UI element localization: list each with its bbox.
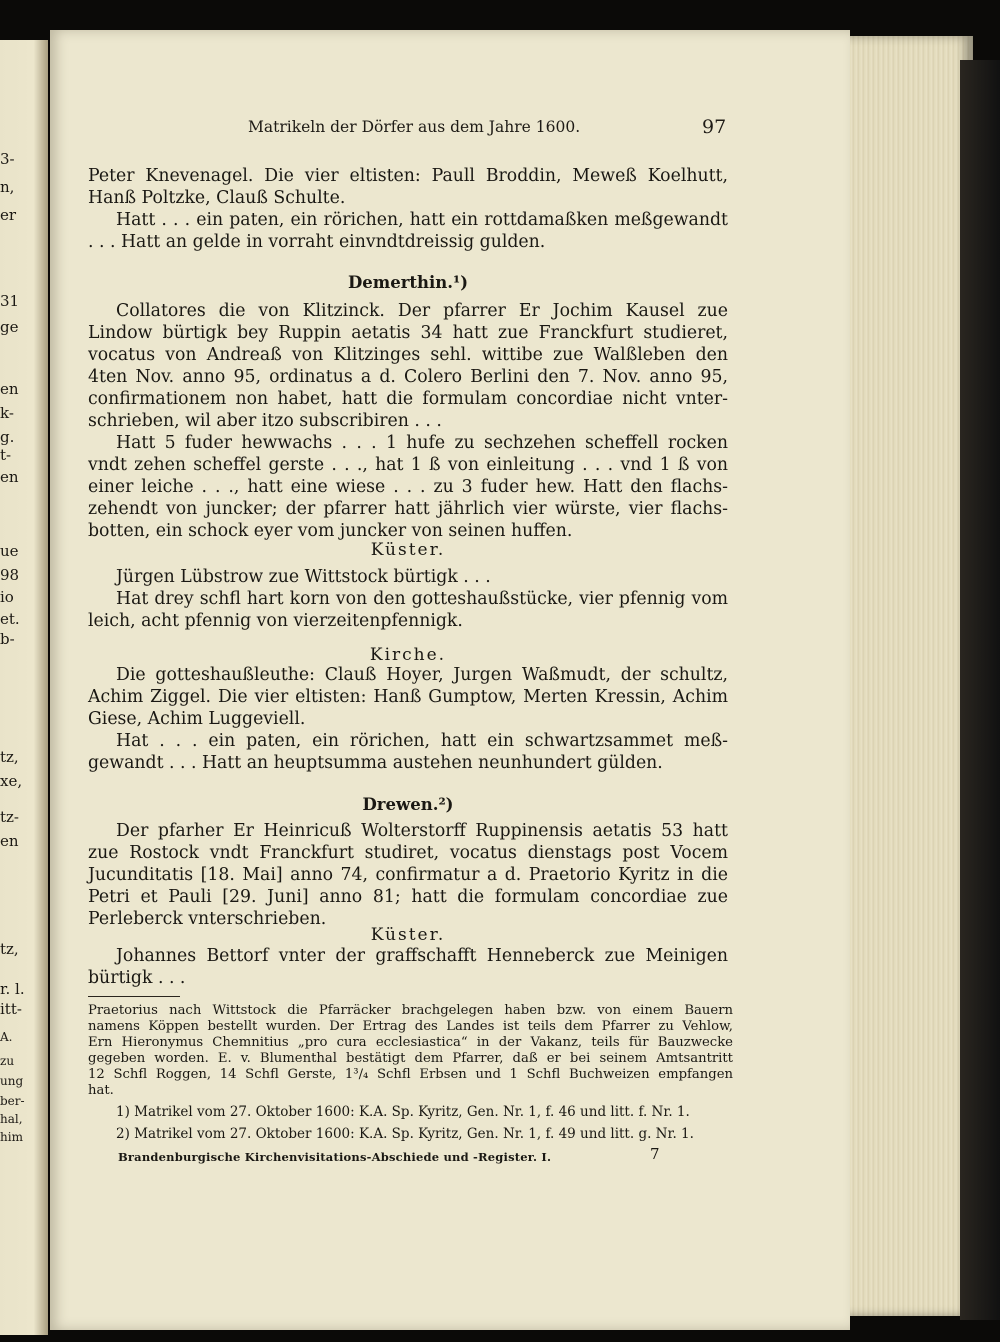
signature-number: 7 <box>650 1145 660 1163</box>
heading-kuester-1: Küster. <box>370 540 446 560</box>
left-margin-fragment: er <box>0 206 17 224</box>
heading-demerthin: Demerthin.¹) <box>347 273 469 292</box>
left-page-edge <box>0 40 48 1335</box>
text-line: botten, ein schock eyer vom juncker von seinen huffen. <box>88 521 573 541</box>
left-margin-fragment: A. <box>0 1030 13 1044</box>
left-margin-fragment: ue <box>0 542 19 560</box>
left-margin-fragment: tz, <box>0 748 19 766</box>
text-line: Ern Hieronymus Chemnitius „pro cura ecclesiastica“ in der Vakanz, teils für Bauzwecke <box>88 1035 733 1050</box>
paragraph-block-3 <box>88 566 728 632</box>
left-margin-fragment: 31 <box>0 292 20 310</box>
text-line: confirmationem non habet, hatt die formulam concordiae nicht vnter- <box>88 389 728 409</box>
text-line: zue Rostock vndt Franckfurt studiret, vocatus dienstags post Vocem <box>88 843 728 863</box>
text-line: Jürgen Lübstrow zue Wittstock bürtigk . . . <box>116 567 491 587</box>
text-line: zehendt von juncker; der pfarrer hatt jährlich vier würste, vier flachs- <box>88 499 728 519</box>
heading-drewen: Drewen.²) <box>362 795 454 814</box>
left-margin-fragment: io <box>0 588 14 606</box>
text-line: Jucunditatis [18. Mai] anno 74, confirmatur a d. Praetorio Kyritz in die <box>88 865 728 885</box>
page-edges <box>845 36 973 1316</box>
text-line: Der pfarher Er Heinricuß Wolterstorff Ruppinensis aetatis 53 hatt <box>116 821 728 841</box>
text-line: Hanß Poltzke, Clauß Schulte. <box>88 188 346 208</box>
text-line: 4ten Nov. anno 95, ordinatus a d. Colero Berlini den 7. Nov. anno 95, <box>88 367 728 387</box>
text-line: hat. <box>88 1083 114 1098</box>
book-cover-edge <box>960 60 1000 1320</box>
left-margin-fragment: tz- <box>0 808 19 826</box>
left-margin-fragment: xe, <box>0 772 23 790</box>
left-margin-fragment: g. <box>0 428 15 446</box>
text-line: einer leiche . . ., hatt eine wiese . . . zu 3 fuder hew. Hatt den flachs- <box>88 477 728 497</box>
left-margin-fragment: zu <box>0 1054 15 1068</box>
text-line: Hatt . . . ein paten, ein rörichen, hatt ein rottdamaßken meßgewandt <box>116 210 728 230</box>
text-line: vocatus von Andreaß von Klitzinges sehl. wittibe zue Walßleben den <box>88 345 728 365</box>
text-line: Johannes Bettorf vnter der graffschafft Henneberck zue Meinigen <box>116 946 728 966</box>
left-margin-fragment: him <box>0 1130 23 1144</box>
text-line: Die gotteshaußleuthe: Clauß Hoyer, Jurgen Waßmudt, der schultz, <box>116 665 728 685</box>
left-margin-fragment: en <box>0 468 19 486</box>
left-margin-fragment: ber- <box>0 1094 25 1108</box>
signature-line: Brandenburgische Kirchenvisitations-Abschiede und -Register. I. <box>118 1150 552 1164</box>
left-margin-fragment: b- <box>0 630 15 648</box>
left-margin-fragment: r. l. <box>0 980 25 998</box>
text-line: gegeben worden. E. v. Blumenthal bestätigt dem Pfarrer, daß er bei seinem Amtsantritt <box>88 1051 733 1066</box>
text-line: schrieben, wil aber itzo subscribiren . . . <box>88 411 442 431</box>
paragraph-block-5 <box>88 820 728 930</box>
text-line: Hatt 5 fuder hewwachs . . . 1 hufe zu sechzehen scheffell rocken <box>116 433 728 453</box>
left-margin-fragment: ge <box>0 318 19 336</box>
left-margin-fragment: tz, <box>0 940 19 958</box>
text-line: Collatores die von Klitzinck. Der pfarrer Er Jochim Kausel zue <box>116 301 728 321</box>
left-margin-fragment: ung <box>0 1074 24 1088</box>
text-line: Perleberck vnterschrieben. <box>88 909 327 929</box>
left-margin-fragment: 3- <box>0 150 15 168</box>
text-line: Praetorius nach Wittstock die Pfarräcker brachgelegen haben bzw. von einem Bauern <box>88 1003 733 1018</box>
page-number: 97 <box>702 116 727 138</box>
left-margin-fragment: itt- <box>0 1000 22 1018</box>
text-line: leich, acht pfennig von vierzeitenpfennigk. <box>88 611 463 631</box>
footnote-2: 2) Matrikel vom 27. Oktober 1600: K.A. Sp. Kyritz, Gen. Nr. 1, f. 49 und litt. g. Nr. 1. <box>116 1126 694 1142</box>
paragraph-block-1 <box>88 165 728 253</box>
text-line: namens Köppen bestellt wurden. Der Ertrag des Landes ist teils dem Pfarrer zu Vehlow, <box>88 1019 733 1034</box>
running-head: Matrikeln der Dörfer aus dem Jahre 1600. <box>248 118 581 136</box>
left-margin-fragment: en <box>0 832 19 850</box>
left-margin-fragment: 98 <box>0 566 20 584</box>
text-line: Hat . . . ein paten, ein rörichen, hatt ein schwartzsammet meß- <box>116 731 728 751</box>
left-margin-fragment: t- <box>0 446 12 464</box>
text-line: Lindow bürtigk bey Ruppin aetatis 34 hatt zue Franckfurt studieret, <box>88 323 728 343</box>
text-line: Peter Knevenagel. Die vier eltisten: Paull Broddin, Meweß Koelhutt, <box>88 166 728 186</box>
footnote-continuation <box>88 1003 733 1099</box>
text-line: Giese, Achim Luggeviell. <box>88 709 306 729</box>
text-line: . . . Hatt an gelde in vorraht einvndtdreissig gulden. <box>88 232 546 252</box>
left-margin-fragment: n, <box>0 178 15 196</box>
left-margin-fragment: hal, <box>0 1112 23 1126</box>
text-line: gewandt . . . Hatt an heuptsumma austehen neunhundert gülden. <box>88 753 663 773</box>
footnote-1: 1) Matrikel vom 27. Oktober 1600: K.A. Sp. Kyritz, Gen. Nr. 1, f. 46 und litt. f. Nr. 1. <box>116 1104 690 1120</box>
footnote-rule <box>88 996 180 997</box>
paragraph-block-4 <box>88 664 728 774</box>
text-line: Petri et Pauli [29. Juni] anno 81; hatt die formulam concordiae zue <box>88 887 728 907</box>
paragraph-block-2 <box>88 300 728 542</box>
text-line: vndt zehen scheffel gerste . . ., hat 1 ß von einleitung . . . vnd 1 ß von <box>88 455 728 475</box>
heading-kirche: Kirche. <box>369 645 447 665</box>
text-line: 12 Schfl Roggen, 14 Schfl Gerste, 1³/₄ Schfl Erbsen und 1 Schfl Buchweizen empfangen <box>88 1067 733 1082</box>
text-line: Hat drey schfl hart korn von den gotteshaußstücke, vier pfennig vom <box>116 589 728 609</box>
paragraph-block-6 <box>88 945 728 989</box>
heading-kuester-2: Küster. <box>370 925 446 945</box>
left-margin-fragment: k- <box>0 404 14 422</box>
text-line: Achim Ziggel. Die vier eltisten: Hanß Gumptow, Merten Kressin, Achim <box>88 687 728 707</box>
text-line: bürtigk . . . <box>88 968 186 988</box>
left-margin-fragment: et. <box>0 610 20 628</box>
left-margin-fragment: en <box>0 380 19 398</box>
